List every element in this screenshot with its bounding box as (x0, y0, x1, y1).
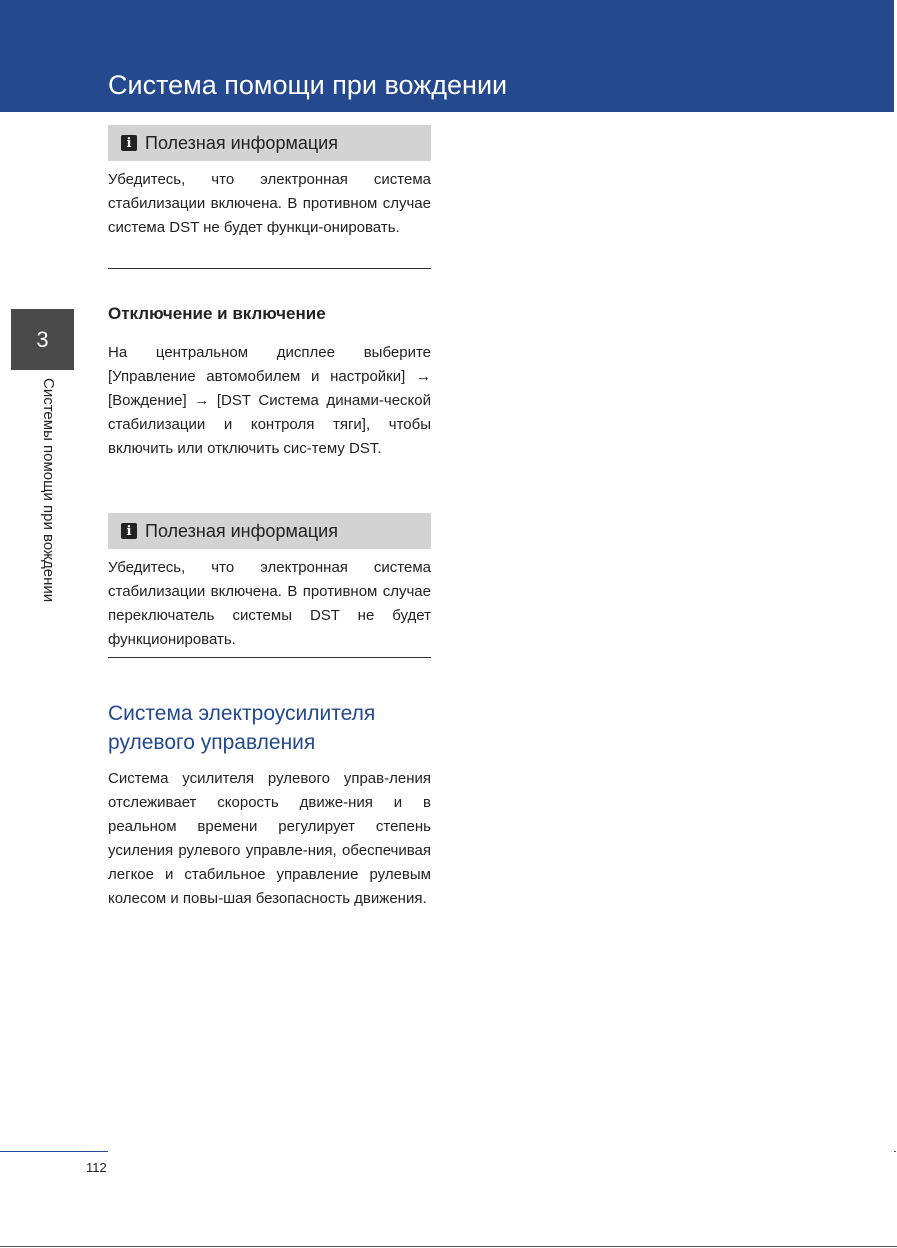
divider (108, 657, 431, 658)
heading-line: рулевого управления (108, 731, 316, 754)
section-text: На центральном дисплее выберите [Управление автомобилем и настройки] → [Вождение] → [DST Система динами-ческой стабилизации и контроля тяги], чтобы включить или отключить сис-тему DST. (108, 344, 431, 457)
chapter-tab (11, 309, 74, 370)
note-text: Убедитесь, что электронная система стабилизации включена. В противном случае переключатель системы DST не будет функционировать. (108, 559, 431, 648)
chapter-label: Системы помощи при вождении (40, 378, 57, 603)
section-heading: Отключение и включение (108, 304, 326, 323)
divider (108, 268, 431, 269)
section-heading-blue (108, 699, 431, 757)
footer-divider (0, 1151, 108, 1152)
note-title: Полезная информация (145, 520, 338, 541)
page-number: 112 (86, 1160, 107, 1175)
note-header (108, 125, 431, 161)
page-title: Система помощи при вождении (108, 70, 508, 100)
note-box-2 (108, 513, 431, 549)
note-header (108, 513, 431, 549)
bottom-border (0, 1246, 897, 1247)
note-body-1 (108, 168, 431, 240)
info-icon: i (121, 523, 137, 539)
crop-mark (894, 1151, 896, 1152)
heading-line: Система электроусилителя (108, 702, 376, 725)
section-body (108, 341, 431, 461)
chapter-number: 3 (36, 326, 49, 352)
section-body (108, 767, 431, 911)
note-text: Убедитесь, что электронная система стабилизации включена. В противном случае система DST не будет функци-онировать. (108, 171, 431, 236)
note-title: Полезная информация (145, 132, 338, 153)
info-icon: i (121, 135, 137, 151)
note-box-1 (108, 125, 431, 161)
section-text: Система усилителя рулевого управ-ления отслеживает скорость движе-ния и в реальном времени регулирует степень усиления рулевого управле-ния, обеспечивая легкое и стабильное управление рулевым колесом и повы-шая безопасность движения. (108, 770, 431, 907)
note-body-2 (108, 556, 431, 652)
page-header (0, 0, 894, 112)
